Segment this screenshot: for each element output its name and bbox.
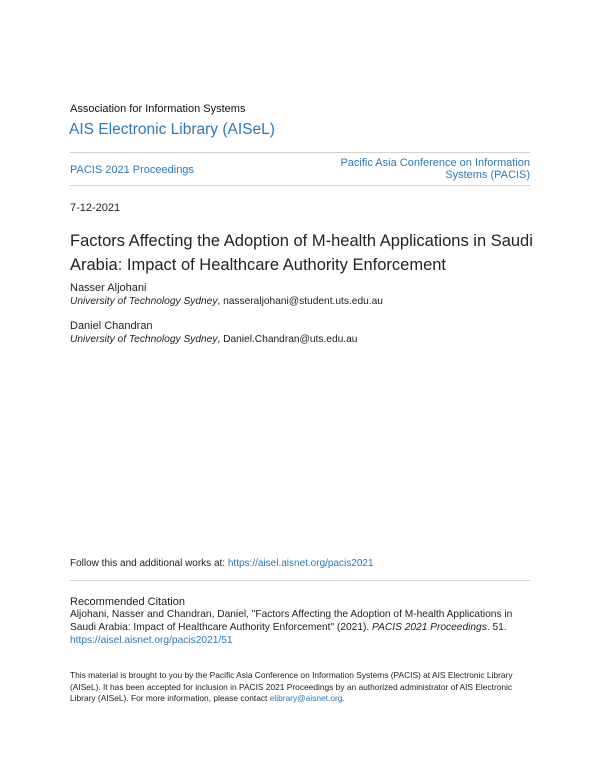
divider bbox=[70, 185, 530, 186]
notice-end: . bbox=[342, 693, 345, 703]
publication-date: 7-12-2021 bbox=[70, 202, 121, 214]
follow-text: Follow this and additional works at: bbox=[70, 558, 228, 569]
citation-venue: PACIS 2021 Proceedings bbox=[372, 622, 487, 633]
author-affiliation: University of Technology Sydney, Daniel.Chandran@uts.edu.au bbox=[70, 334, 358, 345]
affiliation-name: University of Technology Sydney bbox=[70, 296, 218, 307]
author-name: Daniel Chandran bbox=[70, 320, 153, 332]
organization-name: Association for Information Systems bbox=[70, 103, 246, 115]
divider bbox=[70, 580, 530, 581]
follow-line bbox=[70, 558, 374, 569]
author-email: Daniel.Chandran@uts.edu.au bbox=[223, 334, 358, 345]
library-link[interactable]: AIS Electronic Library (AISeL) bbox=[69, 121, 275, 138]
paper-title: Factors Affecting the Adoption of M-health Applications in Saudi Arabia: Impact of Healthcare Authority Enforcement bbox=[70, 232, 533, 274]
author-email: nasseraljohani@student.uts.edu.au bbox=[223, 296, 383, 307]
citation-text bbox=[70, 608, 535, 647]
citation-body: Aljohani, Nasser and Chandran, Daniel, "Factors Affecting the Adoption of M-health Applications in Saudi Arabia: Impact of Healthcare Authority Enforcement" (2021). bbox=[70, 609, 513, 633]
citation-suffix: . 51. bbox=[486, 622, 507, 633]
conference-link[interactable]: Pacific Asia Conference on Information Systems (PACIS) bbox=[340, 157, 530, 181]
citation-heading: Recommended Citation bbox=[70, 596, 185, 608]
access-notice bbox=[70, 670, 535, 705]
contact-email-link[interactable]: elibrary@aisnet.org bbox=[269, 693, 343, 703]
proceedings-link[interactable]: PACIS 2021 Proceedings bbox=[70, 164, 194, 176]
notice-text: This material is brought to you by the Pacific Asia Conference on Information Systems (PACIS) at AIS Electronic Library (AISeL). It has been accepted for inclusion in PACIS 2021 Proceedings by an authorized administrator of AIS Electronic Library (AISeL). For more information, please contact bbox=[70, 670, 513, 703]
author-affiliation: University of Technology Sydney, nasseraljohani@student.uts.edu.au bbox=[70, 296, 383, 307]
affiliation-name: University of Technology Sydney bbox=[70, 334, 218, 345]
divider bbox=[70, 152, 530, 153]
author-name: Nasser Aljohani bbox=[70, 282, 147, 294]
collection-link[interactable]: https://aisel.aisnet.org/pacis2021 bbox=[227, 558, 374, 569]
citation-link[interactable]: https://aisel.aisnet.org/pacis2021/51 bbox=[70, 635, 233, 646]
